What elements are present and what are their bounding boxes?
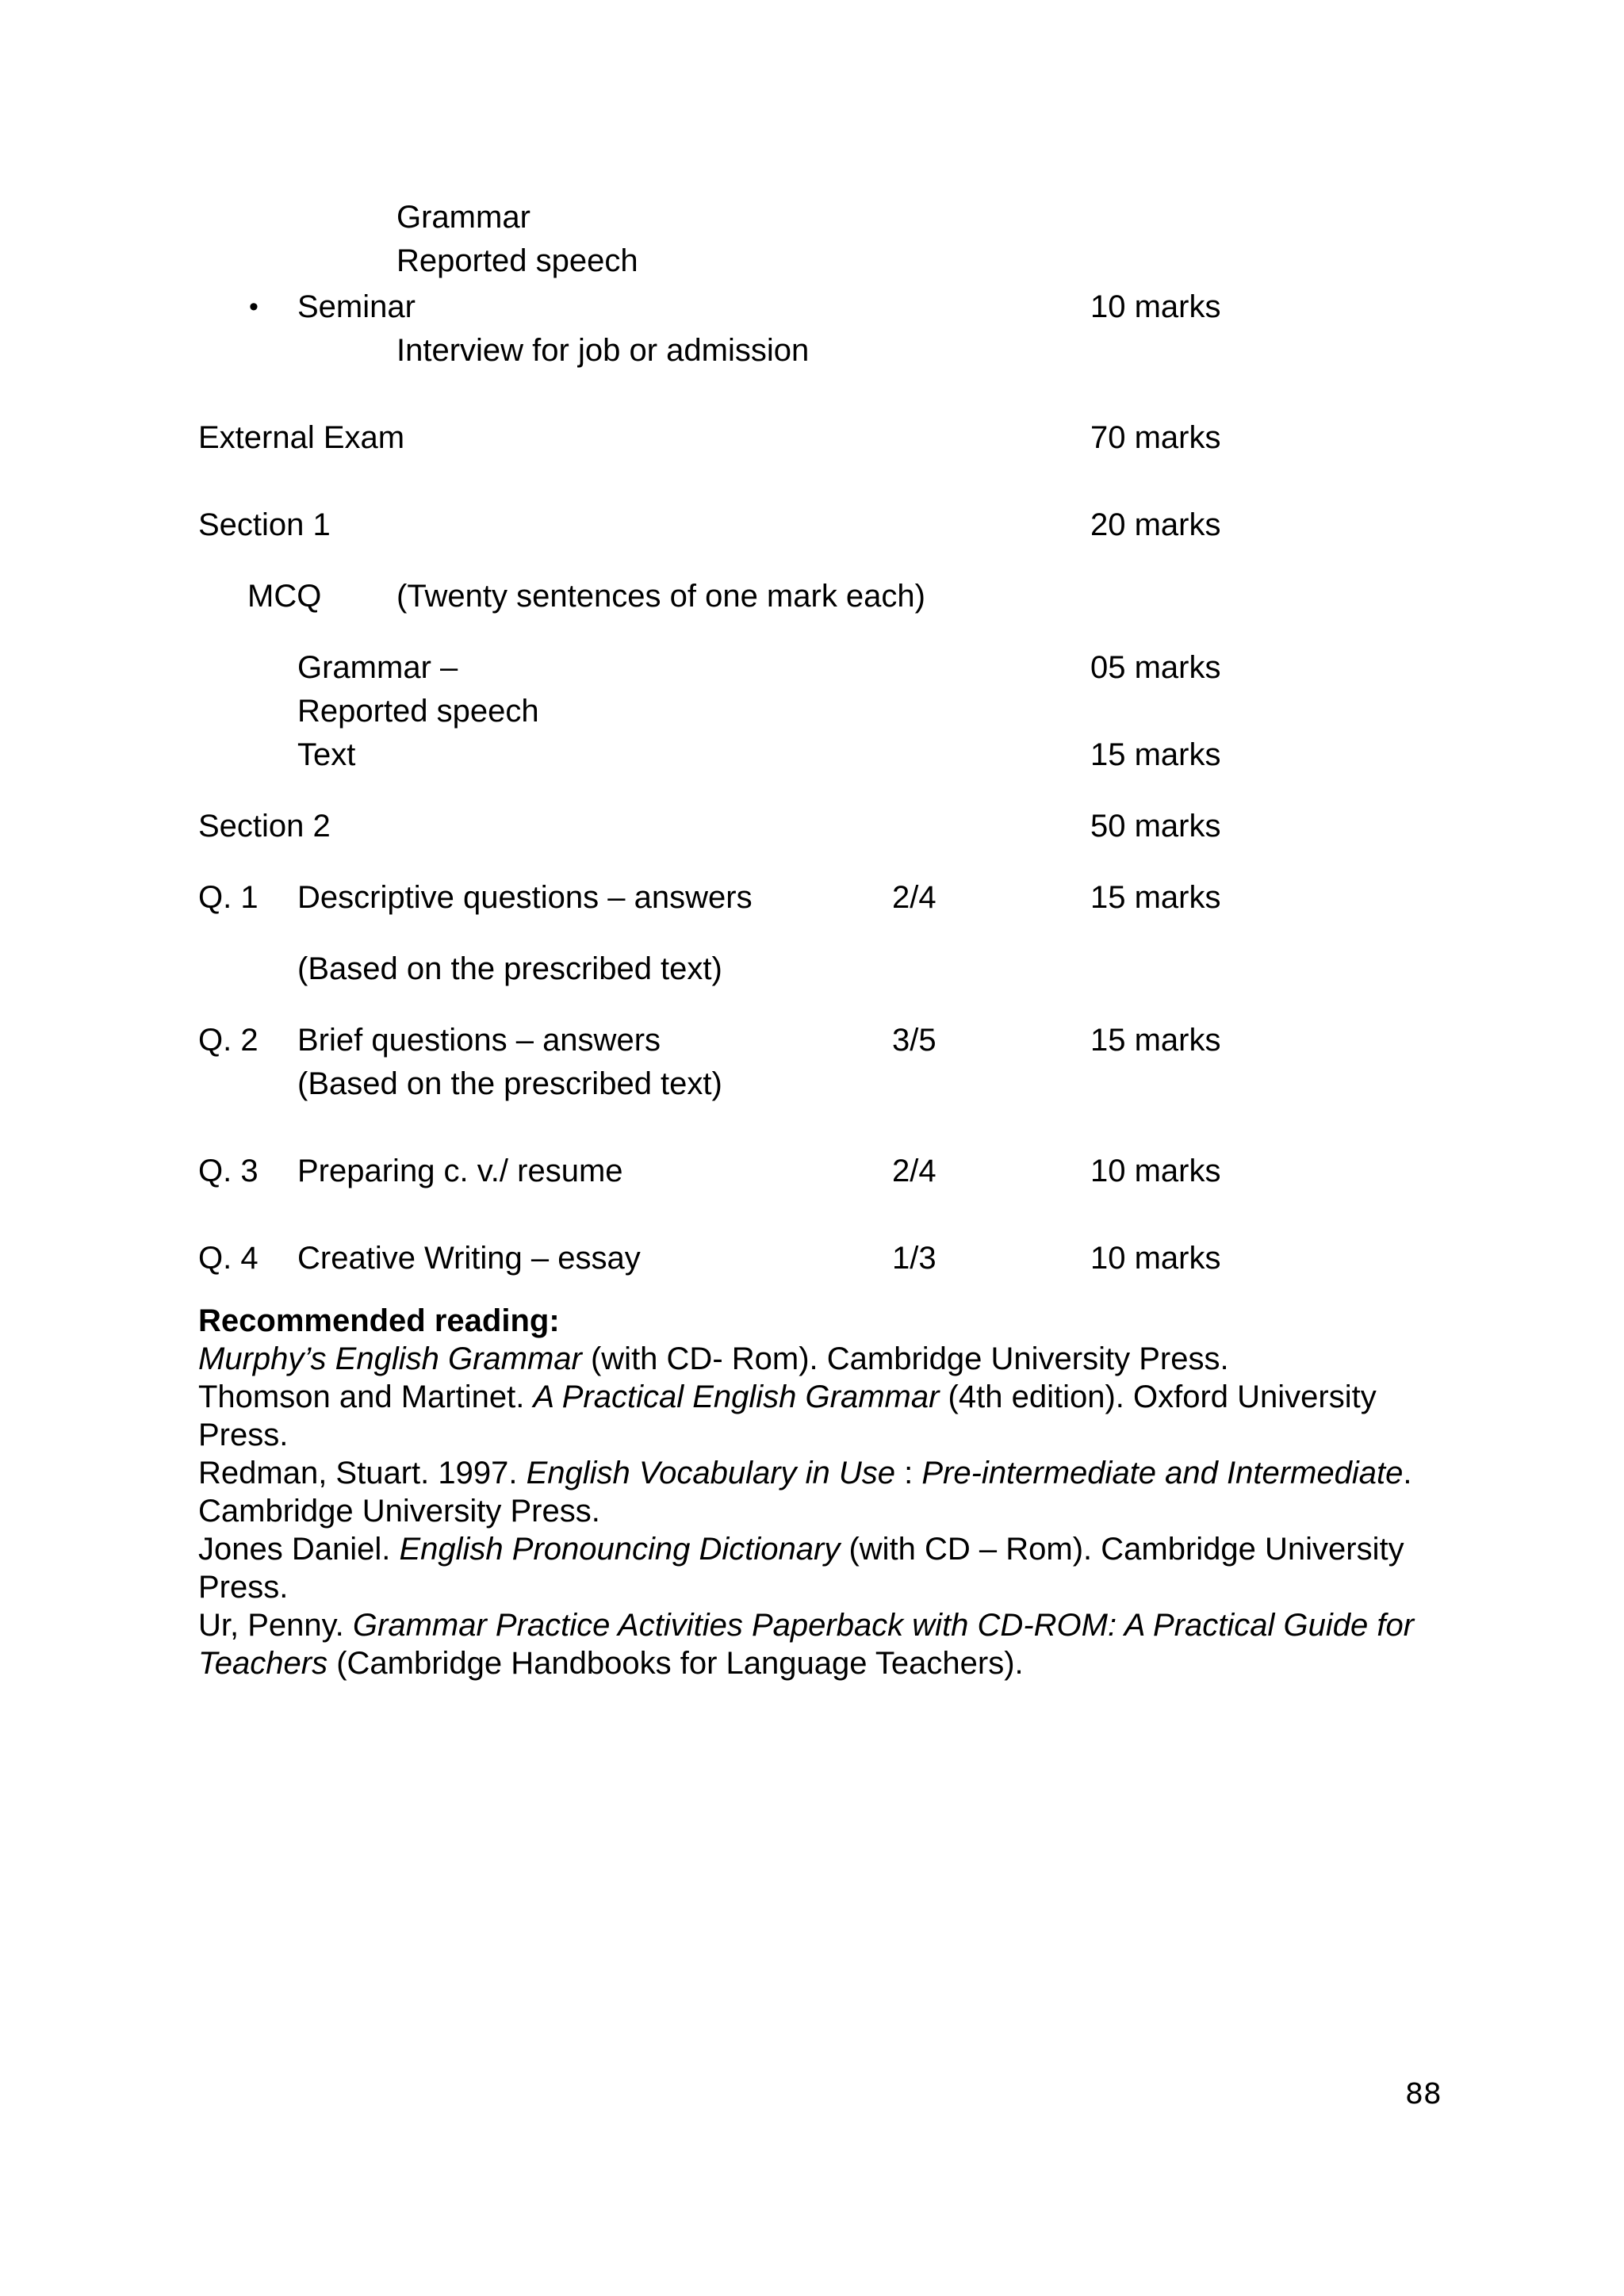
section1-reported-speech: Reported speech bbox=[297, 694, 539, 729]
q1-number: Q. 1 bbox=[198, 880, 259, 915]
q2-marks: 15 marks bbox=[1090, 1023, 1221, 1058]
reference-item bbox=[198, 1606, 1443, 1682]
reference-middle: : bbox=[895, 1456, 922, 1490]
q3-marks: 10 marks bbox=[1090, 1154, 1221, 1188]
section1-text-label: Text bbox=[297, 737, 356, 772]
q4-ratio: 1/3 bbox=[892, 1241, 936, 1276]
seminar-marks: 10 marks bbox=[1090, 289, 1221, 324]
reference-prefix: Ur, Penny. bbox=[198, 1608, 353, 1643]
reference-item bbox=[198, 1378, 1443, 1454]
reference-rest: (4th edition). Oxford University Press. bbox=[198, 1380, 1377, 1452]
reference-rest: (with CD- Rom). Cambridge University Press. bbox=[581, 1341, 1229, 1376]
reference-rest: (Cambridge Handbooks for Language Teachers). bbox=[327, 1646, 1024, 1681]
q1-marks: 15 marks bbox=[1090, 880, 1221, 915]
reference-prefix: Redman, Stuart. 1997. bbox=[198, 1456, 527, 1490]
reference-prefix: Thomson and Martinet. bbox=[198, 1380, 534, 1414]
section1-text-marks: 15 marks bbox=[1090, 737, 1221, 772]
reference-rest: (with CD – Rom). Cambridge University Press. bbox=[198, 1532, 1404, 1605]
grammar-label: Grammar bbox=[396, 200, 530, 235]
q2-note: (Based on the prescribed text) bbox=[297, 1066, 722, 1101]
reference-title: English Vocabulary in Use bbox=[526, 1456, 896, 1490]
reference-subtitle: Pre-intermediate and Intermediate bbox=[921, 1456, 1404, 1490]
reference-item bbox=[198, 1530, 1443, 1606]
bullet-icon: • bbox=[249, 292, 259, 322]
q2-text: Brief questions – answers bbox=[297, 1023, 661, 1058]
section1-label: Section 1 bbox=[198, 507, 331, 542]
section1-grammar-label: Grammar – bbox=[297, 650, 458, 685]
section1-grammar-marks: 05 marks bbox=[1090, 650, 1221, 685]
reference-item bbox=[198, 1340, 1443, 1378]
reported-speech-label: Reported speech bbox=[396, 243, 638, 278]
q4-text: Creative Writing – essay bbox=[297, 1241, 641, 1276]
mcq-label: MCQ bbox=[247, 579, 322, 614]
reference-rest: . Cambridge University Press. bbox=[198, 1456, 1412, 1529]
q4-number: Q. 4 bbox=[198, 1241, 259, 1276]
mcq-description: (Twenty sentences of one mark each) bbox=[396, 579, 925, 614]
q1-note: (Based on the prescribed text) bbox=[297, 951, 722, 986]
section1-marks: 20 marks bbox=[1090, 507, 1221, 542]
reference-title: English Pronouncing Dictionary bbox=[399, 1532, 841, 1567]
page-number: 88 bbox=[1405, 2078, 1442, 2110]
q1-text: Descriptive questions – answers bbox=[297, 880, 753, 915]
seminar-detail: Interview for job or admission bbox=[396, 333, 810, 368]
q2-ratio: 3/5 bbox=[892, 1023, 936, 1058]
external-exam-marks: 70 marks bbox=[1090, 420, 1221, 455]
section2-marks: 50 marks bbox=[1090, 809, 1221, 844]
q3-number: Q. 3 bbox=[198, 1154, 259, 1188]
reference-title: Murphy’s English Grammar bbox=[198, 1341, 582, 1376]
reference-prefix: Jones Daniel. bbox=[198, 1532, 400, 1567]
reference-title: Grammar Practice Activities Paperback with CD-ROM: A Practical Guide for Teachers bbox=[198, 1608, 1415, 1681]
q1-ratio: 2/4 bbox=[892, 880, 936, 915]
recommended-reading-heading: Recommended reading: bbox=[198, 1303, 560, 1338]
q2-number: Q. 2 bbox=[198, 1023, 259, 1058]
reference-title: A Practical English Grammar bbox=[533, 1380, 940, 1414]
section2-label: Section 2 bbox=[198, 809, 331, 844]
seminar-label: Seminar bbox=[297, 289, 416, 324]
recommended-reading bbox=[198, 1302, 1443, 1682]
q4-marks: 10 marks bbox=[1090, 1241, 1221, 1276]
q3-text: Preparing c. v./ resume bbox=[297, 1154, 623, 1188]
external-exam-label: External Exam bbox=[198, 420, 405, 455]
reference-item bbox=[198, 1454, 1443, 1530]
q3-ratio: 2/4 bbox=[892, 1154, 936, 1188]
